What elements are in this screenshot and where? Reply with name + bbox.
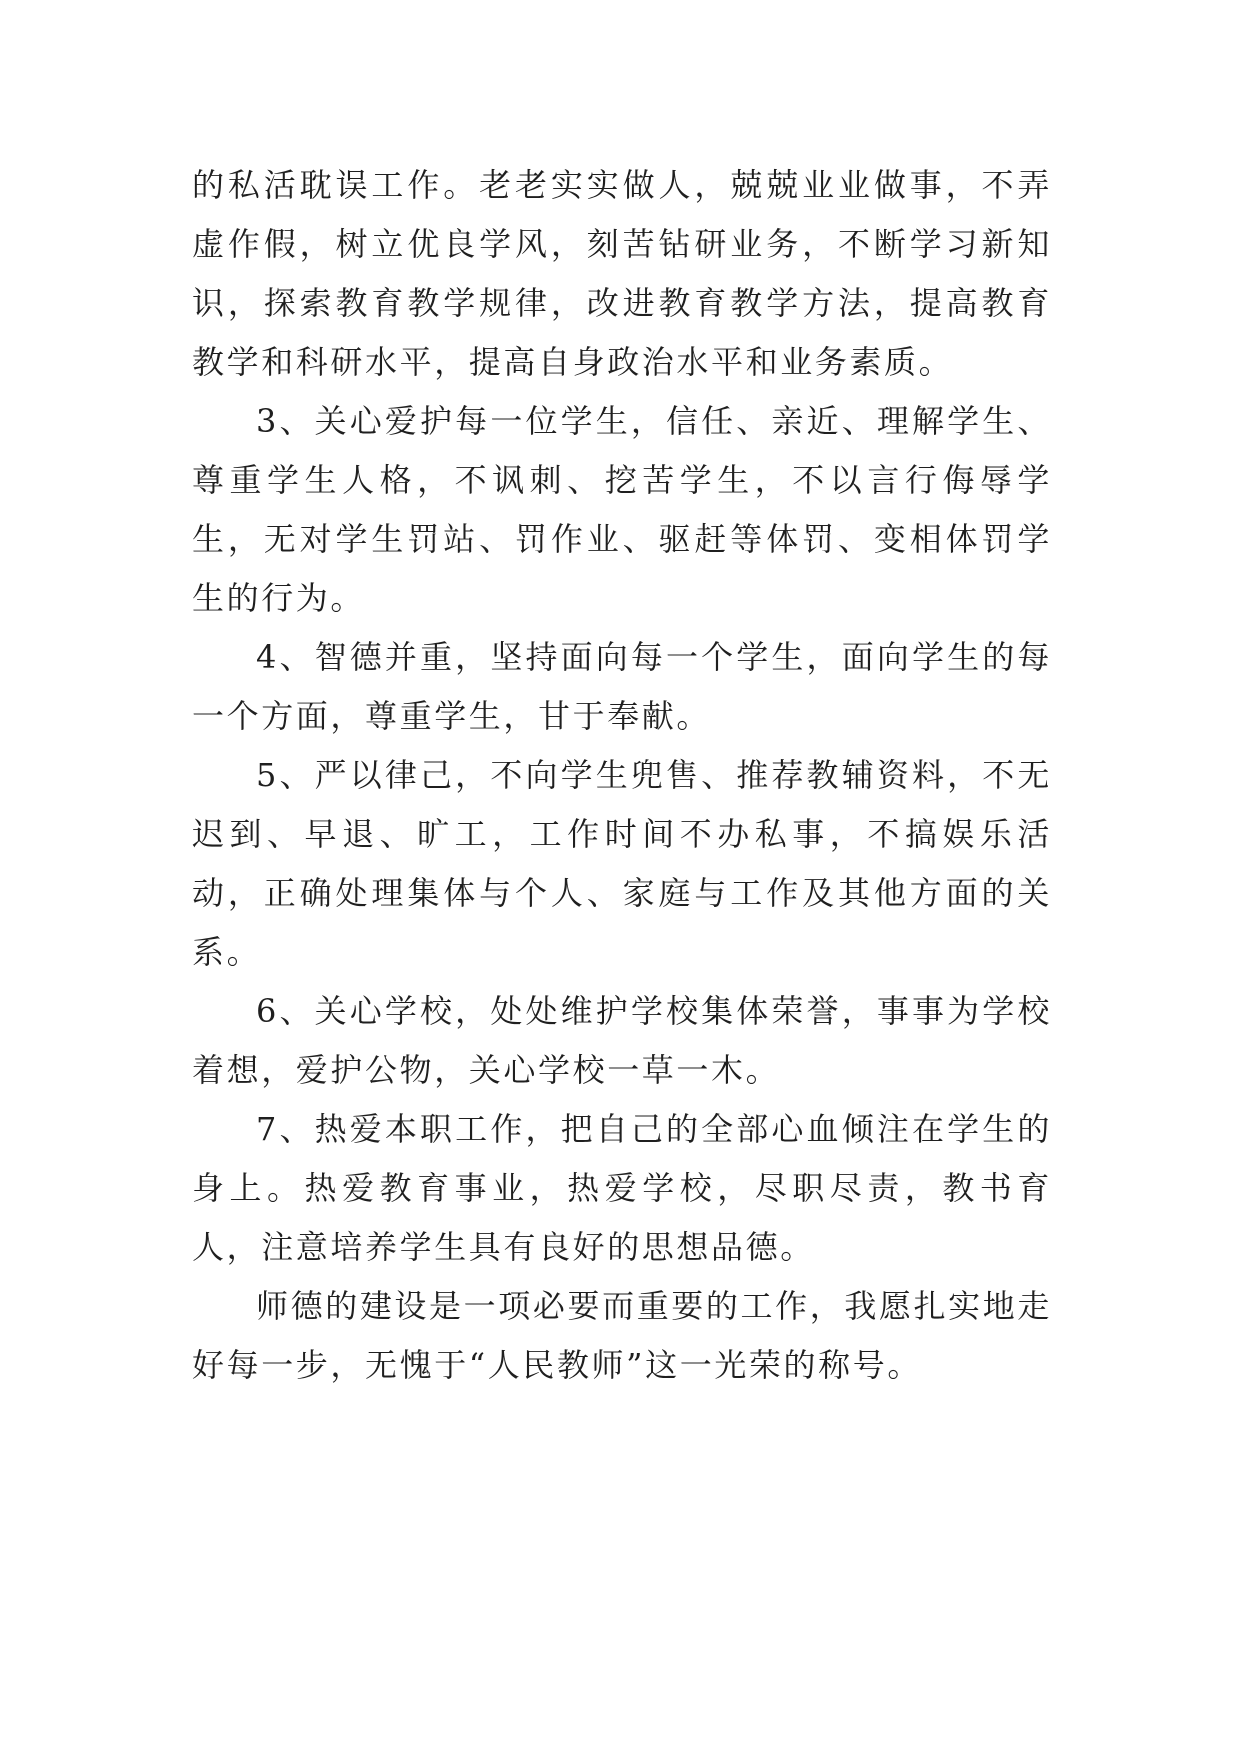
paragraph-item-5: 5、严以律己，不向学生兜售、推荐教辅资料，不无迟到、早退、旷工，工作时间不办私事，不搞娱乐活动，正确处理集体与个人、家庭与工作及其他方面的关系。 [192,756,1052,971]
paragraph-item-3: 3、关心爱护每一位学生，信任、亲近、理解学生、尊重学生人格，不讽刺、挖苦学生，不以言行侮辱学生，无对学生罚站、罚作业、驱赶等体罚、变相体罚学生的行为。 [192,402,1052,617]
paragraph-item-6: 6、关心学校，处处维护学校集体荣誉，事事为学校着想，爱护公物，关心学校一草一木。 [192,992,1052,1089]
paragraph-continuation: 的私活耽误工作。老老实实做人，兢兢业业做事，不弄虚作假，树立优良学风，刻苦钻研业务，不断学习新知识，探索教育教学规律，改进教育教学方法，提高教育教学和科研水平，提高自身政治水平和业务素质。 [192,166,1052,381]
paragraph-conclusion: 师德的建设是一项必要而重要的工作，我愿扎实地走好每一步，无愧于“人民教师”这一光荣的称号。 [192,1287,1052,1384]
paragraph-item-7: 7、热爱本职工作，把自己的全部心血倾注在学生的身上。热爱教育事业，热爱学校，尽职尽责，教书育人，注意培养学生具有良好的思想品德。 [192,1110,1052,1266]
document-body [192,156,1052,1395]
paragraph-item-4: 4、智德并重，坚持面向每一个学生，面向学生的每一个方面，尊重学生，甘于奉献。 [192,638,1052,735]
